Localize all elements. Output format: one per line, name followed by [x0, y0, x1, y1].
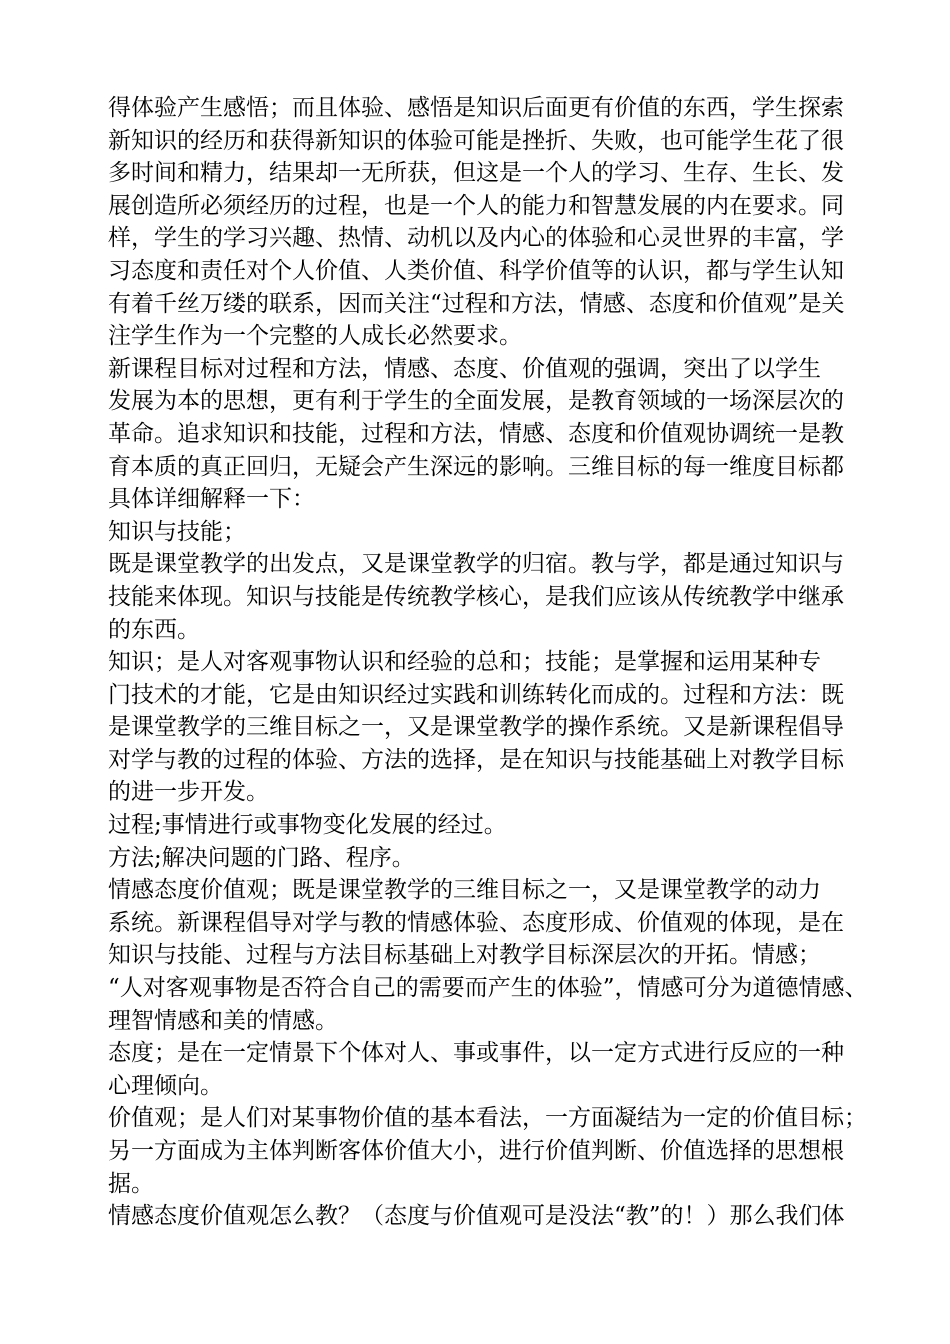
text-line: 技能来体现。知识与技能是传统教学核心，是我们应该从传统教学中继承: [108, 583, 844, 610]
document-body: [108, 92, 868, 1233]
text-line: 的东西。: [108, 616, 200, 643]
text-line: 方法;解决问题的门路、程序。: [108, 844, 415, 871]
text-line: 样，学生的学习兴趣、热情、动机以及内心的体验和心灵世界的丰富，学: [108, 225, 844, 252]
text-line: 展创造所必须经历的过程，也是一个人的能力和智慧发展的内在要求。同: [108, 192, 844, 219]
text-line: 多时间和精力，结果却一无所获，但这是一个人的学习、生存、生长、发: [108, 160, 844, 187]
text-line: 心理倾向。: [108, 1072, 223, 1099]
text-line: “人对客观事物是否符合自己的需要而产生的体验”，情感可分为道德情感、: [108, 975, 868, 1002]
text-line: 价值观；是人们对某事物价值的基本看法，一方面凝结为一定的价值目标；: [108, 1105, 867, 1132]
text-line: 新知识的经历和获得新知识的体验可能是挫折、失败，也可能学生花了很: [108, 127, 844, 154]
text-line: 情感态度价值观怎么教？（态度与价值观可是没法“教”的！）那么我们体: [108, 1203, 845, 1230]
text-line: 发展为本的思想，更有利于学生的全面发展，是教育领域的一场深层次的: [108, 388, 844, 415]
text-line: 对学与教的过程的体验、方法的选择，是在知识与技能基础上对教学目标: [108, 746, 844, 773]
text-line: 育本质的真正回归，无疑会产生深远的影响。三维目标的每一维度目标都: [108, 453, 844, 480]
text-line: 注学生作为一个完整的人成长必然要求。: [108, 323, 522, 350]
text-line: 理智情感和美的情感。: [108, 1007, 338, 1034]
text-line: 据。: [108, 1170, 154, 1197]
text-line: 系统。新课程倡导对学与教的情感体验、态度形成、价值观的体现，是在: [108, 909, 844, 936]
text-line: 知识与技能、过程与方法目标基础上对教学目标深层次的开拓。情感；: [108, 942, 821, 969]
text-line: 的进一步开发。: [108, 779, 269, 806]
text-line: 有着千丝万缕的联系，因而关注“过程和方法，情感、态度和价值观”是关: [108, 290, 845, 317]
text-line: 另一方面成为主体判断客体价值大小，进行价值判断、价值选择的思想根: [108, 1138, 844, 1164]
text-line: 得体验产生感悟；而且体验、感悟是知识后面更有价值的东西，学生探索: [108, 95, 844, 121]
text-line: 革命。追求知识和技能，过程和方法，情感、态度和价值观协调统一是教: [108, 420, 844, 447]
text-line: 态度；是在一定情景下个体对人、事或事件，以一定方式进行反应的一种: [108, 1040, 844, 1067]
text-line: 门技术的才能，它是由知识经过实践和训练转化而成的。过程和方法：既: [108, 681, 844, 708]
text-line: 知识与技能；: [108, 518, 246, 545]
text-line: 具体详细解释一下：: [108, 486, 315, 513]
text-line: 习态度和责任对个人价值、人类价值、科学价值等的认识，都与学生认知: [108, 257, 844, 284]
text-line: 过程;事情进行或事物变化发展的经过。: [108, 812, 507, 839]
text-line: 是课堂教学的三维目标之一，又是课堂教学的操作系统。又是新课程倡导: [108, 714, 844, 741]
text-line: 知识；是人对客观事物认识和经验的总和；技能；是掌握和运用某种专: [108, 649, 821, 676]
text-line: 新课程目标对过程和方法，情感、态度、价值观的强调，突出了以学生: [108, 355, 821, 382]
text-line: 既是课堂教学的出发点，又是课堂教学的归宿。教与学，都是通过知识与: [108, 551, 844, 578]
text-line: 情感态度价值观；既是课堂教学的三维目标之一，又是课堂教学的动力: [108, 877, 821, 904]
